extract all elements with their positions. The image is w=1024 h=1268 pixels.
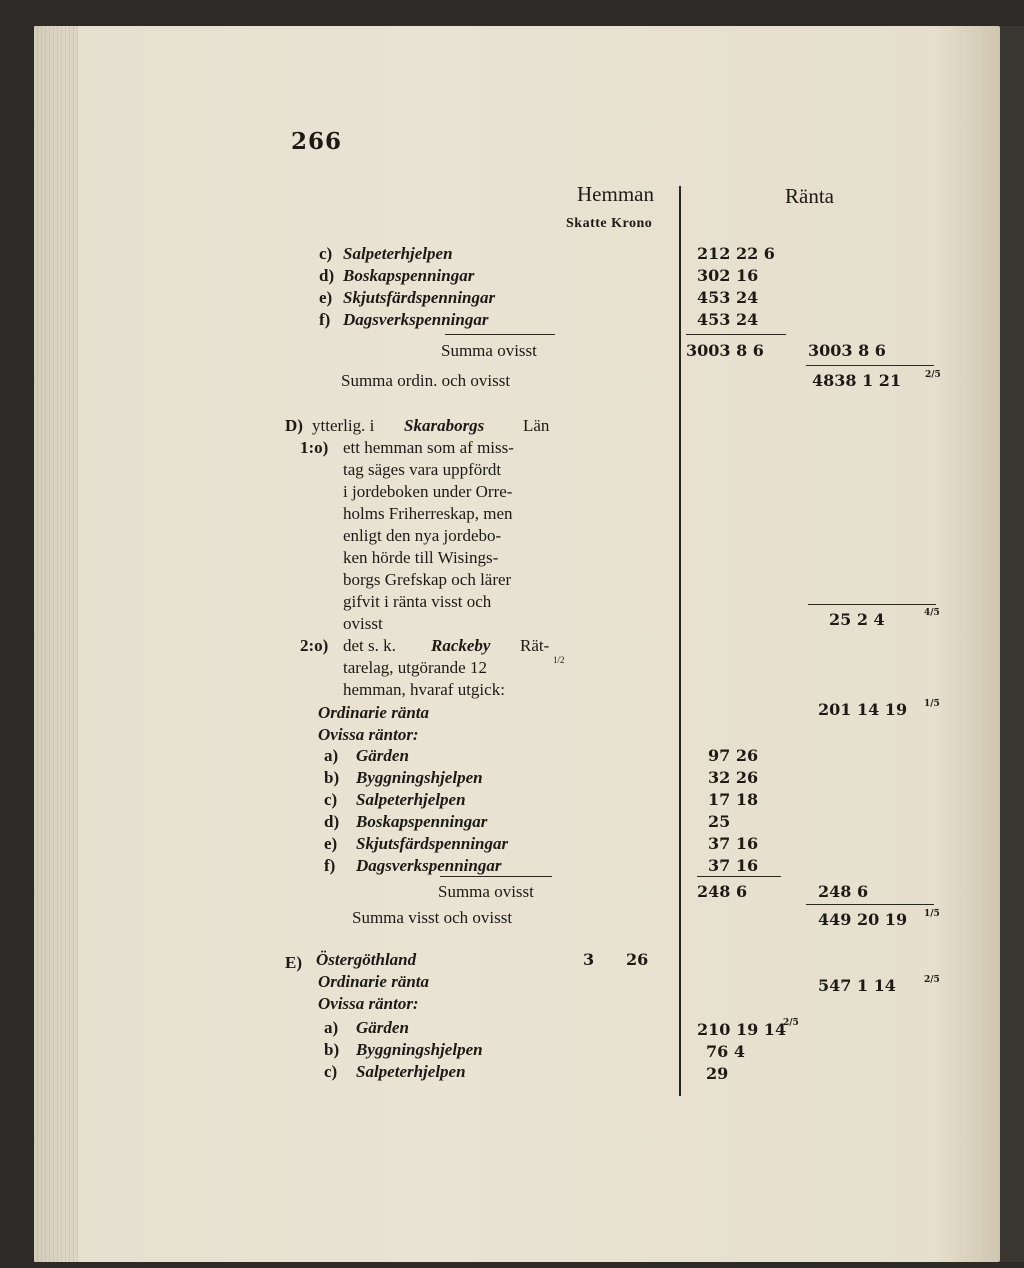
summa-ovisst-right: 3003 8 6 [808, 341, 886, 360]
row-amount: 32 26 [708, 768, 759, 787]
row-amount: 302 16 [697, 266, 759, 285]
text-line: ett hemman som af miss- [343, 438, 514, 457]
summa-visst-value: 449 20 19 [818, 910, 908, 929]
hemman-b: 26 [626, 950, 649, 969]
row-letter: b) [324, 1040, 340, 1059]
row-letter: f) [319, 310, 331, 329]
row-label: Salpeterhjelpen [356, 1062, 466, 1081]
text-line: ovisst [343, 614, 383, 633]
row-label: Dagsverkspenningar [356, 856, 502, 875]
text-line: tarelag, utgörande 12 [343, 658, 487, 677]
row-amount: 453 24 [697, 310, 759, 329]
summa-ovisst-left: 248 6 [697, 882, 748, 901]
text: ytterlig. i [312, 416, 375, 435]
text: Rät- [520, 636, 550, 655]
row-letter: f) [324, 856, 336, 875]
summa-ovisst-label: Summa ovisst [441, 341, 537, 360]
row-letter: c) [319, 244, 333, 263]
row-amount: 25 [708, 812, 731, 831]
rule [686, 334, 786, 335]
row-letter: d) [324, 812, 340, 831]
summa-ovisst-right: 248 6 [818, 882, 869, 901]
row-amount: 76 4 [706, 1042, 745, 1061]
row-label: Salpeterhjelpen [343, 244, 453, 263]
header-skatte-krono: Skatte Krono [566, 216, 653, 231]
text-line: enligt den nya jordebo- [343, 526, 502, 545]
row-amount: 37 16 [708, 856, 759, 875]
header-ranta: Ränta [785, 184, 834, 208]
ovissa-label: Ovissa räntor: [318, 994, 419, 1013]
row-label: Byggningshjelpen [356, 1040, 483, 1059]
fraction: 1/2 [553, 655, 565, 665]
summa-ovisst-left: 3003 8 6 [686, 341, 764, 360]
ordinarie-label: Ordinarie ränta [318, 972, 429, 991]
text-line: tag säges vara uppfördt [343, 460, 502, 479]
rule [806, 365, 934, 366]
row-amount: 453 24 [697, 288, 759, 307]
row-label: Skjutsfärdspenningar [356, 834, 509, 853]
row-label: Gärden [356, 1018, 409, 1037]
summa-ovisst-label: Summa ovisst [438, 882, 534, 901]
fraction: 4/5 [924, 608, 940, 618]
rule [697, 876, 781, 877]
row-label: Dagsverkspenningar [343, 310, 489, 329]
row-amount: 210 19 14 [697, 1020, 787, 1039]
fraction: 2/5 [924, 975, 940, 985]
text-line: i jordeboken under Orre- [343, 482, 513, 501]
text-line: ken hörde till Wisings- [343, 548, 499, 567]
text-place: Skaraborgs [404, 416, 485, 435]
item1-value: 25 2 4 [829, 610, 885, 629]
row-letter: e) [324, 834, 338, 853]
book-page [34, 26, 1000, 1262]
rule [806, 904, 934, 905]
page-edges [34, 26, 78, 1262]
text-place: Rackeby [431, 636, 491, 655]
rule [445, 334, 555, 335]
row-amount: 212 22 6 [697, 244, 775, 263]
column-divider [679, 186, 681, 1096]
section-letter: D) [285, 416, 303, 435]
text-line: holms Friherreskap, men [343, 504, 513, 523]
row-amount: 29 [706, 1064, 729, 1083]
ordinarie-value: 547 1 14 [818, 976, 896, 995]
row-label: Boskapspenningar [343, 266, 475, 285]
text: Län [523, 416, 550, 435]
row-label: Gärden [356, 746, 409, 765]
row-label: Skjutsfärdspenningar [343, 288, 496, 307]
row-letter: e) [319, 288, 333, 307]
summa-visst-label: Summa visst och ovisst [352, 908, 513, 927]
text: det s. k. [343, 636, 396, 655]
ordinarie-label: Ordinarie ränta [318, 703, 429, 722]
fraction: 2/5 [925, 370, 941, 380]
row-amount: 17 18 [708, 790, 759, 809]
summa-ordin-label: Summa ordin. och ovisst [341, 371, 511, 390]
rule [440, 876, 552, 877]
row-label: Salpeterhjelpen [356, 790, 466, 809]
row-letter: c) [324, 1062, 338, 1081]
row-letter: a) [324, 1018, 339, 1037]
page-number: 266 [291, 128, 343, 155]
fraction: 1/5 [924, 909, 940, 919]
item-number: 2:o) [300, 636, 329, 655]
header-hemman: Hemman [577, 182, 654, 206]
item-number: 1:o) [300, 438, 329, 457]
region-name: Östergöthland [316, 950, 417, 969]
row-label: Byggningshjelpen [356, 768, 483, 787]
right-margin-shadow [1000, 26, 1024, 1262]
row-letter: d) [319, 266, 335, 285]
fraction: 1/5 [924, 699, 940, 709]
summa-ordin-value: 4838 1 21 [812, 371, 902, 390]
section-letter: E) [285, 953, 302, 972]
fraction: 2/5 [783, 1018, 799, 1028]
row-amount: 37 16 [708, 834, 759, 853]
row-label: Boskapspenningar [356, 812, 488, 831]
row-letter: a) [324, 746, 339, 765]
ovissa-label: Ovissa räntor: [318, 725, 419, 744]
rule [808, 604, 936, 605]
row-letter: b) [324, 768, 340, 787]
text-line: gifvit i ränta visst och [343, 592, 492, 611]
row-amount: 97 26 [708, 746, 759, 765]
row-letter: c) [324, 790, 338, 809]
text-line: hemman, hvaraf utgick: [343, 680, 505, 699]
hemman-a: 3 [583, 950, 595, 969]
ordinarie-value: 201 14 19 [818, 700, 908, 719]
text-line: borgs Grefskap och lärer [343, 570, 512, 589]
